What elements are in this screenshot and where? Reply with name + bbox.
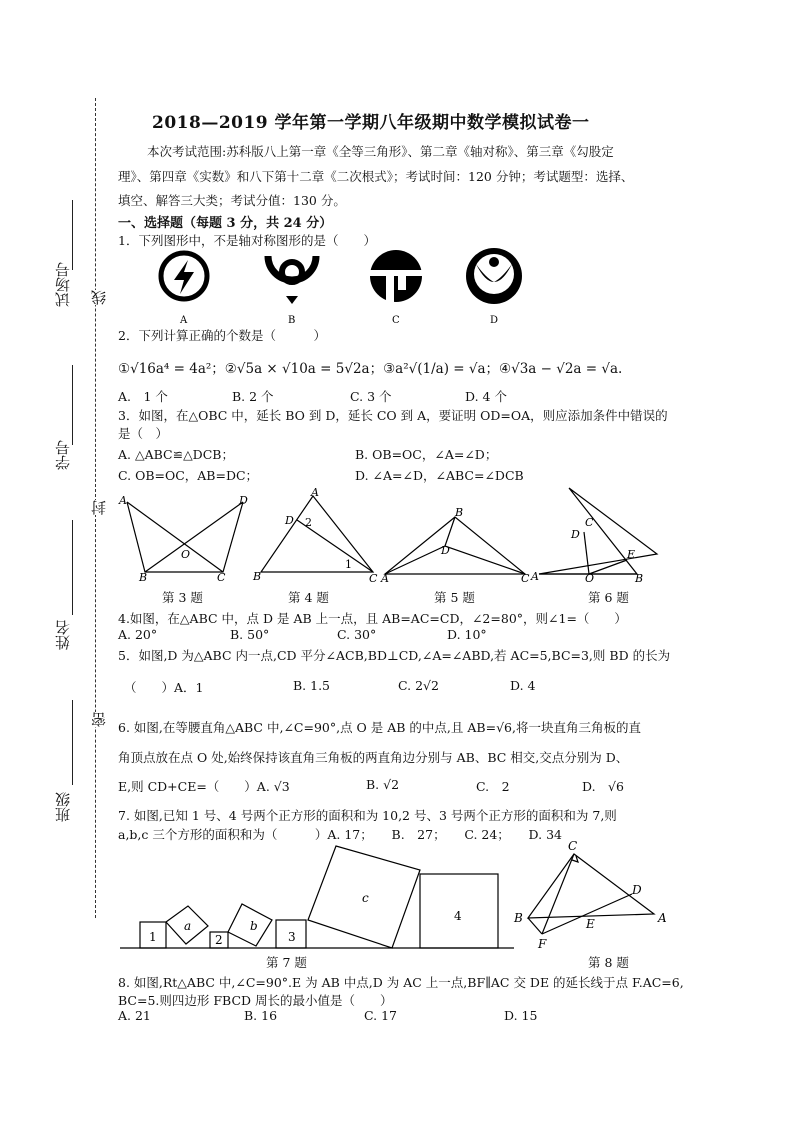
q2-option-d: D. 4 个 <box>465 389 507 404</box>
q7-line-1: 7. 如图,已知 1 号、4 号两个正方形的面积和为 10,2 号、3 号两个正方形的面积和为 7,则 <box>118 808 617 823</box>
intro-line-3: 填空、解答三大类；考试分值：130 分。 <box>118 193 346 208</box>
intro-line-1: 本次考试范围:苏科版八上第一章《全等三角形》、第二章《轴对称》、第三章《勾股定 <box>147 144 614 159</box>
q5-option-d: D. 4 <box>510 678 536 693</box>
q2-expressions: ①√16a⁴ = 4a²；②√5a × √10a = 5√2a；③a²√(1/a) = √a；④√3a − √2a = √a. <box>118 361 623 377</box>
q6-line-3: E,则 CD+CE=（ ）A. √3 <box>118 779 290 794</box>
svg-text:B: B <box>139 571 148 584</box>
q4-option-a: A. 20° <box>118 627 158 642</box>
seal-seal-char: 封 <box>90 500 108 515</box>
logo-d <box>466 248 522 304</box>
svg-text:a: a <box>184 919 192 933</box>
svg-text:D: D <box>441 544 450 557</box>
svg-text:D: D <box>239 494 248 507</box>
svg-text:B: B <box>514 911 523 925</box>
svg-text:C: C <box>585 516 594 529</box>
svg-text:O: O <box>585 572 595 585</box>
logo-c <box>368 250 424 304</box>
svg-text:E: E <box>586 917 595 931</box>
q8-option-b: B. 16 <box>244 1008 278 1023</box>
q3-option-c: C. OB=OC，AB=DC； <box>118 468 259 483</box>
figure-8 <box>508 836 676 954</box>
svg-text:A: A <box>531 570 539 583</box>
q3-option-d: D. ∠A=∠D，∠ABC=∠DCB <box>355 468 524 483</box>
q6-option-c: C. 2 <box>476 779 510 794</box>
student-number-label: 学号 <box>54 440 72 470</box>
q7-line-2: a,b,c 三个方形的面积和为（ ）A. 17； B. 27； C. 24； D. 34 <box>118 827 562 842</box>
svg-text:4: 4 <box>454 909 462 923</box>
svg-text:D: D <box>571 528 580 541</box>
q1-stem: 1．下列图形中，不是轴对称图形的是（ ） <box>118 233 376 248</box>
svg-text:C: C <box>521 572 530 585</box>
q8-option-d: D. 15 <box>504 1008 538 1023</box>
q8-option-c: C. 17 <box>364 1008 397 1023</box>
svg-text:c: c <box>362 891 369 905</box>
name-label: 姓名 <box>54 620 72 650</box>
q4-stem: 4.如图，在△ABC 中，点 D 是 AB 上一点，且 AB=AC=CD，∠2=80°，则∠1=（ ） <box>118 611 627 626</box>
q5-stem: 5．如图,D 为△ABC 内一点,CD 平分∠ACB,BD⊥CD,∠A=∠ABD,若 AC=5,BC=3,则 BD 的长为 <box>118 648 671 663</box>
fig8-caption: 第 8 题 <box>588 955 629 970</box>
svg-text:B: B <box>455 506 464 519</box>
q5-option-a: （ ）A．1 <box>124 680 204 695</box>
q2-stem: 2．下列计算正确的个数是（ ） <box>118 328 326 343</box>
svg-text:E: E <box>627 548 636 561</box>
svg-text:3: 3 <box>288 930 296 944</box>
q6-option-b: B. √2 <box>366 777 400 792</box>
fig6-caption: 第 6 题 <box>588 590 629 605</box>
svg-text:F: F <box>538 937 547 951</box>
svg-text:B: B <box>253 570 262 583</box>
q3-stem-2: 是（ ） <box>118 426 169 441</box>
logo-a-label: A <box>180 315 188 326</box>
svg-text:C: C <box>217 571 226 584</box>
q4-option-d: D. 10° <box>447 627 487 642</box>
student-number-blank <box>72 365 73 445</box>
page-title: 2018—2019 学年第一学期八年级期中数学模拟试卷一 <box>152 113 590 133</box>
svg-text:1: 1 <box>345 558 352 571</box>
class-label: 班级 <box>54 792 72 822</box>
class-blank <box>72 700 73 785</box>
section-heading: 一、选择题（每题 3 分，共 24 分） <box>118 216 333 231</box>
svg-text:A: A <box>381 572 389 585</box>
fig5-caption: 第 5 题 <box>434 590 475 605</box>
svg-text:O: O <box>181 548 191 561</box>
q8-option-a: A. 21 <box>118 1008 151 1023</box>
q2-option-c: C. 3 个 <box>350 389 392 404</box>
svg-text:1: 1 <box>149 930 157 944</box>
q2-option-a: A. 1 个 <box>118 389 168 404</box>
logo-c-label: C <box>392 315 400 326</box>
q4-option-c: C. 30° <box>337 627 377 642</box>
seal-line-char: 线 <box>90 290 108 305</box>
logo-d-label: D <box>490 315 499 326</box>
exam-room-blank <box>72 200 73 270</box>
svg-text:A: A <box>658 911 667 925</box>
q4-option-b: B. 50° <box>230 627 270 642</box>
logo-a <box>161 253 207 299</box>
name-blank <box>72 520 73 615</box>
q2-option-b: B. 2 个 <box>232 389 274 404</box>
q6-line-2: 角顶点放在点 O 处,始终保持该直角三角板的两直角边分别与 AB、BC 相交,交点分别为 D、 <box>118 750 629 765</box>
q3-option-a: A. △ABC≌△DCB； <box>118 447 234 462</box>
svg-text:b: b <box>250 919 258 933</box>
svg-text:C: C <box>568 839 578 853</box>
exam-room-label: 试场号 <box>54 262 72 307</box>
q6-option-d: D. √6 <box>582 779 624 794</box>
figures-3-to-6 <box>115 484 675 604</box>
svg-text:A: A <box>119 494 127 507</box>
q3-option-b: B. OB=OC，∠A=∠D； <box>355 447 498 462</box>
svg-text:C: C <box>369 572 378 585</box>
fig4-caption: 第 4 题 <box>288 590 329 605</box>
q8-line-2: BC=5.则四边形 FBCD 周长的最小值是（ ） <box>118 993 393 1008</box>
fig3-caption: 第 3 题 <box>162 590 203 605</box>
q3-stem-1: 3．如图，在△OBC 中，延长 BO 到 D，延长 CO 到 A，要证明 OD=OA，则应添加条件中错误的 <box>118 408 668 423</box>
figure-7 <box>118 844 518 956</box>
q5-option-c: C. 2√2 <box>398 678 439 693</box>
intro-line-2: 理》、第四章《实数》和八下第十二章《二次根式》；考试时间：120 分钟；考试题型：选择、 <box>118 169 634 184</box>
svg-text:B: B <box>635 572 644 585</box>
q8-line-1: 8. 如图,Rt△ABC 中,∠C=90°.E 为 AB 中点,D 为 AC 上一点,BF∥AC 交 DE 的延长线于点 F.AC=6, <box>118 975 684 990</box>
svg-text:2: 2 <box>305 516 312 529</box>
svg-text:D: D <box>632 883 642 897</box>
svg-text:D: D <box>285 514 294 527</box>
q1-logos <box>150 248 540 328</box>
logo-b <box>268 256 316 304</box>
svg-text:A: A <box>311 486 319 499</box>
fig7-caption: 第 7 题 <box>266 955 307 970</box>
q5-option-b: B. 1.5 <box>293 678 331 693</box>
q6-line-1: 6. 如图,在等腰直角△ABC 中,∠C=90°,点 O 是 AB 的中点,且 AB=√6,将一块直角三角板的直 <box>118 720 641 735</box>
seal-secret-char: 密 <box>90 712 108 727</box>
logo-b-label: B <box>288 315 296 326</box>
svg-text:2: 2 <box>215 933 223 947</box>
